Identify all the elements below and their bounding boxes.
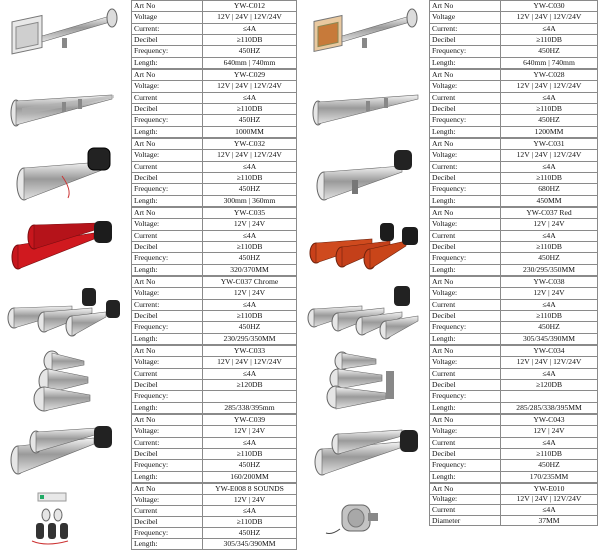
product-card <box>0 414 300 483</box>
product-card <box>0 345 300 414</box>
product-card <box>300 0 600 69</box>
spec-label: Current <box>132 368 203 379</box>
spec-value: 12V | 24V | 12V/24V <box>501 12 598 23</box>
spec-label: Current: <box>132 23 203 34</box>
spec-label: Current: <box>430 161 501 172</box>
spec-label: Frequency: <box>132 46 203 57</box>
spec-value: 1200MM <box>501 126 598 137</box>
spec-value: 450HZ <box>501 46 598 57</box>
spec-label: Current <box>430 299 501 310</box>
spec-label: Decibel <box>430 448 501 459</box>
spec-label: Length: <box>132 264 203 275</box>
spec-label: Art No <box>430 484 501 495</box>
spec-label: Diameter <box>430 515 501 526</box>
product-card <box>0 276 300 345</box>
spec-value: YW-C029 <box>203 70 297 81</box>
spec-label: Frequency: <box>132 253 203 264</box>
spec-value: 450HZ <box>203 115 297 126</box>
spec-label: Art No <box>132 139 203 150</box>
spec-label: Decibel <box>430 172 501 183</box>
spec-value: 450HZ <box>501 253 598 264</box>
spec-value: ≥110DB <box>501 310 598 321</box>
spec-label: Voltage: <box>132 426 203 437</box>
spec-label: Length: <box>430 195 501 206</box>
spec-label: Art No <box>132 208 203 219</box>
spec-value: 37MM <box>501 515 598 526</box>
chrome-quad-horn-image <box>302 278 430 343</box>
spec-label: Length: <box>132 402 203 413</box>
spec-label: Frequency: <box>430 391 501 402</box>
spec-value: ≥120DB <box>501 379 598 390</box>
spec-value: 12V | 24V | 12V/24V <box>501 357 598 368</box>
spec-value: 640mm | 740mm <box>501 57 598 68</box>
spec-value: 1000MM <box>203 126 297 137</box>
spec-table <box>429 207 598 276</box>
long-horn-image <box>2 71 130 136</box>
spec-label: Voltage: <box>430 219 501 230</box>
spec-label: Voltage: <box>430 494 501 505</box>
spec-label: Current <box>430 368 501 379</box>
spec-value: 230/295/350MM <box>203 333 297 344</box>
spec-label: Current <box>430 505 501 516</box>
spec-value: 305/345/390MM <box>203 539 297 550</box>
spec-value: YW-C037 Chrome <box>203 277 297 288</box>
spec-value: ≤4A <box>203 92 297 103</box>
spec-label: Length: <box>430 126 501 137</box>
spec-value: 12V | 24V | 12V/24V <box>501 81 598 92</box>
spec-label: Art No <box>132 1 203 12</box>
spec-value <box>203 391 297 402</box>
spec-value: ≥110DB <box>203 448 297 459</box>
spec-value: ≥110DB <box>501 172 598 183</box>
spec-value: ≤4A <box>501 505 598 516</box>
spec-label: Voltage: <box>430 426 501 437</box>
spec-value: YW-E010 <box>501 484 598 495</box>
spec-label: Decibel <box>132 517 203 528</box>
spec-label: Art No <box>132 346 203 357</box>
spec-value: ≤4A <box>501 23 598 34</box>
spec-value: 160/200MM <box>203 471 297 482</box>
spec-value: ≤4A <box>501 161 598 172</box>
spec-value: YW-E008 8 SOUNDS <box>203 484 297 495</box>
product-card <box>300 276 600 345</box>
spec-table <box>429 276 598 345</box>
spec-value: 305/345/390MM <box>501 333 598 344</box>
red-double-horn-image <box>2 209 130 274</box>
spec-value: ≥120DB <box>203 379 297 390</box>
spec-value: 450HZ <box>203 253 297 264</box>
spec-value: 12V | 24V <box>203 426 297 437</box>
spec-label: Frequency: <box>132 460 203 471</box>
spec-value: ≤4A <box>203 506 297 517</box>
spec-value: 285/338/395mm <box>203 402 297 413</box>
spec-value: 450HZ <box>203 528 297 539</box>
spec-value: ≤4A <box>203 161 297 172</box>
spec-label: Voltage: <box>132 357 203 368</box>
spec-value: 300mm | 360mm <box>203 195 297 206</box>
spec-label: Current <box>132 161 203 172</box>
spec-value: ≥110DB <box>501 34 598 45</box>
horn-box-image <box>2 2 130 67</box>
spec-label: Length: <box>132 333 203 344</box>
spec-label: Length: <box>132 57 203 68</box>
spec-value: 450MM <box>501 195 598 206</box>
spec-label: Length: <box>430 402 501 413</box>
spec-value: YW-C043 <box>501 415 598 426</box>
spec-label: Length: <box>132 471 203 482</box>
spec-label: Decibel <box>430 379 501 390</box>
spec-value: YW-C028 <box>501 70 598 81</box>
product-card <box>0 207 300 276</box>
spec-label: Length: <box>132 195 203 206</box>
horn-kit-image <box>2 485 130 550</box>
spec-table <box>131 276 297 345</box>
spec-value: 12V | 24V <box>501 288 598 299</box>
spec-value: YW-C032 <box>203 139 297 150</box>
spec-value <box>501 391 598 402</box>
product-card <box>300 138 600 207</box>
spec-table <box>131 69 297 138</box>
spec-table <box>131 345 297 414</box>
spec-table <box>131 207 297 276</box>
spec-label: Art No <box>132 277 203 288</box>
spec-value: ≥110DB <box>203 517 297 528</box>
spec-label: Voltage: <box>132 81 203 92</box>
chrome-double-horn-image <box>302 416 430 481</box>
spec-value: ≤4A <box>203 23 297 34</box>
spec-value: 230/295/350MM <box>501 264 598 275</box>
spec-value: 12V | 24V | 12V/24V <box>203 81 297 92</box>
spec-value: 12V | 24V | 12V/24V <box>501 150 598 161</box>
spec-value: 12V | 24V <box>203 495 297 506</box>
spec-label: Current <box>430 92 501 103</box>
spec-label: Voltage: <box>132 495 203 506</box>
spec-label: Current <box>132 230 203 241</box>
spec-value: YW-C037 Red <box>501 208 598 219</box>
spec-label: Current <box>430 230 501 241</box>
spec-value: 12V | 24V | 12V/24V <box>501 494 598 505</box>
spec-label: Decibel <box>132 310 203 321</box>
spec-label: Art No <box>430 1 501 12</box>
spec-value: 320/370MM <box>203 264 297 275</box>
spec-value: ≥110DB <box>501 448 598 459</box>
spec-label: Voltage: <box>132 150 203 161</box>
spec-label: Current: <box>132 437 203 448</box>
spec-label: Frequency: <box>132 391 203 402</box>
spec-label: Decibel <box>132 241 203 252</box>
product-card <box>0 69 300 138</box>
spec-label: Voltage: <box>430 150 501 161</box>
spec-table <box>131 0 297 69</box>
spec-value: YW-C034 <box>501 346 598 357</box>
spec-value: ≥110DB <box>203 172 297 183</box>
spec-label: Voltage: <box>132 288 203 299</box>
spec-value: YW-C039 <box>203 415 297 426</box>
spec-label: Current <box>132 92 203 103</box>
spec-value: YW-C031 <box>501 139 598 150</box>
spec-label: Frequency: <box>430 460 501 471</box>
spec-label: Voltage: <box>430 357 501 368</box>
spec-value: 170/235MM <box>501 471 598 482</box>
spec-label: Art No <box>430 277 501 288</box>
spec-value: ≤4A <box>203 299 297 310</box>
spec-table <box>429 0 598 69</box>
spec-label: Length: <box>430 264 501 275</box>
spec-value: ≤4A <box>501 230 598 241</box>
air-compressor-image <box>302 485 430 550</box>
spec-value: ≥110DB <box>203 241 297 252</box>
spec-label: Decibel <box>132 448 203 459</box>
product-card <box>300 483 600 550</box>
spec-label: Decibel <box>430 241 501 252</box>
spec-label: Decibel <box>132 172 203 183</box>
product-card <box>0 138 300 207</box>
spec-label: Voltage: <box>132 219 203 230</box>
spec-label: Frequency: <box>430 115 501 126</box>
spec-value: ≤4A <box>203 368 297 379</box>
spec-value: ≤4A <box>203 437 297 448</box>
spec-label: Frequency: <box>430 46 501 57</box>
spec-value: 12V | 24V <box>501 426 598 437</box>
spec-table <box>131 414 297 483</box>
spec-label: Art No <box>430 346 501 357</box>
spec-value: 12V | 24V <box>203 288 297 299</box>
spec-value: ≥110DB <box>203 34 297 45</box>
long-horn-image <box>302 71 430 136</box>
spec-value: 680HZ <box>501 184 598 195</box>
spec-value: 450HZ <box>203 460 297 471</box>
spec-value: ≤4A <box>501 368 598 379</box>
spec-label: Frequency: <box>132 322 203 333</box>
spec-table <box>429 138 598 207</box>
product-card <box>300 207 600 276</box>
spec-value: ≤4A <box>501 437 598 448</box>
spec-label: Current <box>132 506 203 517</box>
product-card <box>300 345 600 414</box>
horn-with-compressor-image <box>302 140 430 205</box>
spec-label: Length: <box>132 539 203 550</box>
spec-label: Length: <box>430 57 501 68</box>
spec-value: 12V | 24V | 12V/24V <box>203 12 297 23</box>
horn-with-compressor-image <box>2 140 130 205</box>
spec-value: YW-C030 <box>501 1 598 12</box>
spec-label: Voltage: <box>430 288 501 299</box>
spec-label: Frequency: <box>132 528 203 539</box>
spec-value: YW-C033 <box>203 346 297 357</box>
spec-label: Current: <box>132 299 203 310</box>
spec-label: Current <box>430 437 501 448</box>
spec-label: Frequency: <box>132 115 203 126</box>
spec-label: Length: <box>430 471 501 482</box>
horn-box-image <box>302 2 430 67</box>
spec-label: Frequency: <box>430 184 501 195</box>
spec-label: Frequency: <box>132 184 203 195</box>
stacked-trumpet-horn-image <box>302 347 430 412</box>
spec-label: Decibel <box>132 34 203 45</box>
spec-value: 12V | 24V | 12V/24V <box>203 357 297 368</box>
spec-value: YW-C035 <box>203 208 297 219</box>
spec-label: Length: <box>132 126 203 137</box>
spec-table <box>429 69 598 138</box>
spec-label: Current: <box>430 23 501 34</box>
product-card <box>0 483 300 550</box>
spec-label: Art No <box>430 70 501 81</box>
spec-value: ≤4A <box>501 299 598 310</box>
spec-table <box>131 138 297 207</box>
spec-value: ≥110DB <box>501 103 598 114</box>
spec-label: Decibel <box>430 34 501 45</box>
spec-label: Frequency: <box>430 253 501 264</box>
spec-value: 450HZ <box>501 322 598 333</box>
spec-label: Voltage <box>132 12 203 23</box>
spec-value: 285/285/338/395MM <box>501 402 598 413</box>
red-triple-horn-image <box>302 209 430 274</box>
product-card <box>300 414 600 483</box>
spec-value: YW-C038 <box>501 277 598 288</box>
spec-value: 450HZ <box>203 46 297 57</box>
spec-table <box>429 483 598 526</box>
spec-value: ≥110DB <box>501 241 598 252</box>
spec-value: 450HZ <box>203 184 297 195</box>
spec-label: Voltage: <box>430 81 501 92</box>
spec-value: 12V | 24V <box>203 219 297 230</box>
spec-value: ≥110DB <box>203 103 297 114</box>
spec-value: ≤4A <box>501 92 598 103</box>
product-card <box>300 69 600 138</box>
spec-label: Voltage <box>430 12 501 23</box>
spec-label: Art No <box>132 484 203 495</box>
spec-value: ≥110DB <box>203 310 297 321</box>
stacked-trumpet-horn-image <box>2 347 130 412</box>
spec-value: 450HZ <box>501 460 598 471</box>
spec-label: Decibel <box>430 103 501 114</box>
spec-table <box>131 483 297 550</box>
spec-label: Decibel <box>132 103 203 114</box>
spec-value: 450HZ <box>501 115 598 126</box>
spec-table <box>429 345 598 414</box>
spec-label: Art No <box>430 415 501 426</box>
chrome-triple-horn-image <box>2 278 130 343</box>
spec-value: 640mm | 740mm <box>203 57 297 68</box>
spec-value: YW-C012 <box>203 1 297 12</box>
spec-value: 12V | 24V | 12V/24V <box>203 150 297 161</box>
spec-label: Decibel <box>430 310 501 321</box>
spec-label: Decibel <box>132 379 203 390</box>
spec-label: Art No <box>132 415 203 426</box>
spec-label: Art No <box>132 70 203 81</box>
spec-label: Length: <box>430 333 501 344</box>
spec-value: 450HZ <box>203 322 297 333</box>
spec-label: Art No <box>430 208 501 219</box>
spec-value: ≤4A <box>203 230 297 241</box>
spec-table <box>429 414 598 483</box>
spec-value: 12V | 24V <box>501 219 598 230</box>
spec-label: Art No <box>430 139 501 150</box>
chrome-double-horn-image <box>2 416 130 481</box>
spec-label: Frequency: <box>430 322 501 333</box>
product-card <box>0 0 300 69</box>
